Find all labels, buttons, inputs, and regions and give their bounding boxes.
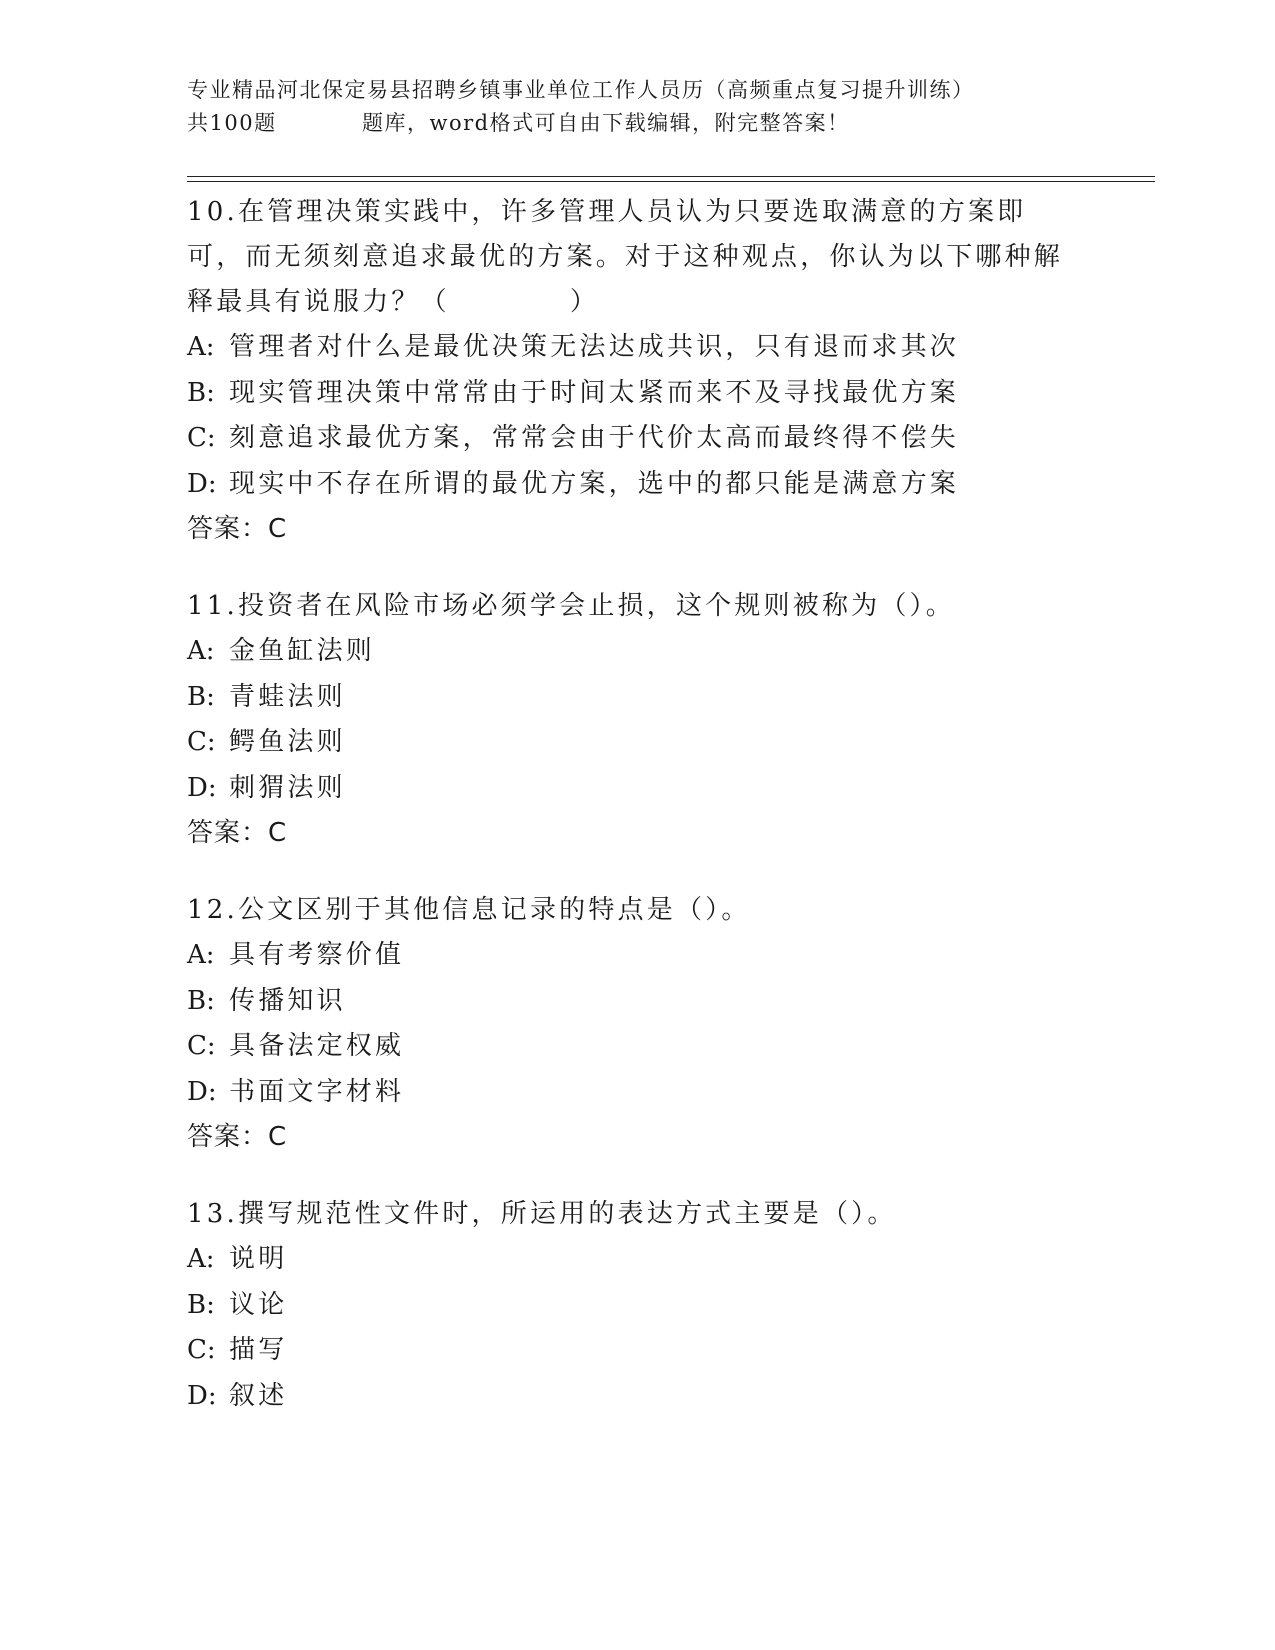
question-13 — [187, 1192, 1157, 1419]
question-stem: 10.在管理决策实践中，许多管理人员认为只要选取满意的方案即可，而无须刻意追求最优的方案。对于这种观点，你认为以下哪种解释最具有说服力？（ — [187, 197, 1064, 317]
option-c — [187, 1328, 1157, 1374]
option-text: 刺猬法则 — [229, 772, 346, 803]
question-11 — [187, 584, 1157, 856]
option-list — [187, 1237, 1157, 1419]
option-d — [187, 766, 1157, 812]
option-text: 青蛙法则 — [229, 681, 346, 712]
question-stem-end: ） — [569, 287, 600, 317]
option-text: 书面文字材料 — [229, 1076, 405, 1107]
question-12 — [187, 888, 1157, 1160]
option-text: 议论 — [229, 1289, 288, 1320]
option-text: 刻意追求最优方案，常常会由于代价太高而最终得不偿失 — [229, 423, 960, 453]
option-text: 现实管理决策中常常由于时间太紧而来不及寻找最优方案 — [229, 377, 960, 408]
document-page — [187, 0, 1157, 1650]
option-b — [187, 675, 1157, 721]
option-b — [187, 1283, 1157, 1329]
question-list — [187, 190, 1157, 1451]
question-text: 12.公文区别于其他信息记录的特点是（）。 — [187, 895, 751, 925]
option-list — [187, 629, 1157, 811]
option-d — [187, 462, 1157, 508]
option-b — [187, 979, 1157, 1025]
option-list — [187, 325, 1157, 507]
option-c — [187, 1024, 1157, 1070]
option-d — [187, 1374, 1157, 1420]
option-text: 说明 — [229, 1244, 288, 1274]
answer-line: 答案：C — [187, 514, 288, 544]
option-letter: B: — [187, 377, 215, 408]
option-c — [187, 416, 1157, 462]
option-letter: A: — [187, 1244, 215, 1274]
option-letter: D: — [187, 1076, 217, 1107]
question-text — [187, 190, 1067, 325]
option-text: 管理者对什么是最优决策无法达成共识，只有退而求其次 — [229, 332, 960, 362]
option-a — [187, 629, 1157, 675]
option-text: 金鱼缸法则 — [229, 636, 376, 666]
option-letter: C: — [187, 727, 216, 757]
option-letter: D: — [187, 772, 217, 803]
option-c — [187, 720, 1157, 766]
option-text: 叙述 — [229, 1380, 288, 1411]
question-10 — [187, 190, 1157, 552]
header-question-count: 共100题 — [187, 111, 277, 135]
option-d — [187, 1070, 1157, 1116]
option-letter: A: — [187, 940, 215, 970]
question-text: 11.投资者在风险市场必须学会止损，这个规则被称为（）。 — [187, 591, 955, 621]
answer-line: 答案：C — [187, 818, 288, 848]
header-subtitle — [187, 107, 1157, 140]
option-letter: D: — [187, 1380, 217, 1411]
option-letter: A: — [187, 636, 215, 666]
question-text: 13.撰写规范性文件时，所运用的表达方式主要是（）。 — [187, 1199, 897, 1229]
option-text: 现实中不存在所谓的最优方案，选中的都只能是满意方案 — [229, 468, 960, 499]
option-a — [187, 325, 1157, 371]
option-letter: B: — [187, 681, 215, 712]
option-text: 具有考察价值 — [229, 940, 405, 970]
option-a — [187, 933, 1157, 979]
header-title: 专业精品河北保定易县招聘乡镇事业单位工作人员历（高频重点复习提升训练） — [187, 78, 975, 102]
option-list — [187, 933, 1157, 1115]
option-text: 传播知识 — [229, 985, 346, 1016]
option-letter: B: — [187, 1289, 215, 1320]
option-text: 描写 — [229, 1335, 288, 1365]
option-letter: C: — [187, 1335, 216, 1365]
option-a — [187, 1237, 1157, 1283]
document-header — [187, 74, 1157, 140]
option-text: 具备法定权威 — [229, 1031, 405, 1061]
option-letter: D: — [187, 468, 217, 499]
option-letter: A: — [187, 332, 215, 362]
option-letter: C: — [187, 1031, 216, 1061]
option-letter: C: — [187, 423, 216, 453]
header-description: 题库，word格式可自由下载编辑，附完整答案！ — [362, 111, 850, 135]
option-b — [187, 371, 1157, 417]
option-text: 鳄鱼法则 — [229, 727, 346, 757]
header-divider — [187, 176, 1155, 182]
answer-line: 答案：C — [187, 1122, 288, 1152]
option-letter: B: — [187, 985, 215, 1016]
